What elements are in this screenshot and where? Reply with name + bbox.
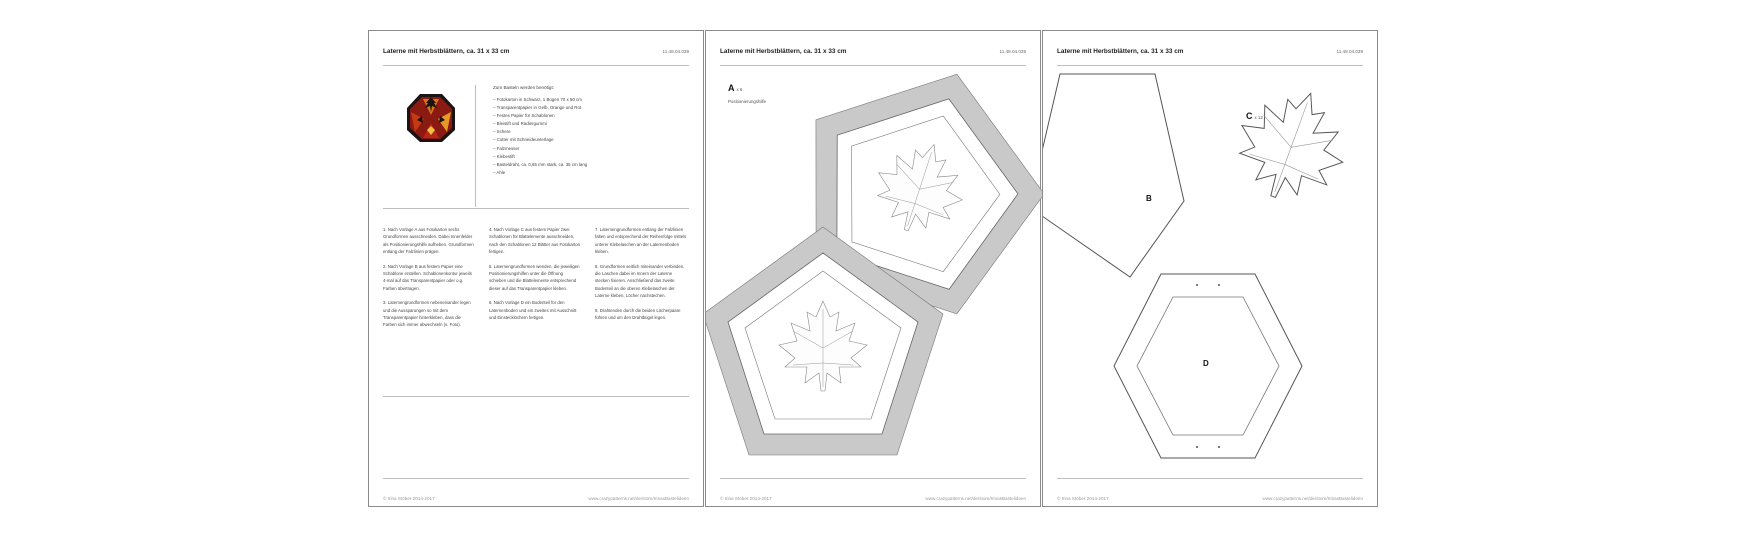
page-templates-bcd [1042,30,1378,507]
footer-divider [1057,478,1363,479]
doc-code: 11.48.04.039 [662,49,689,54]
list-item: – Klebestift [493,153,587,161]
instruction-step: 7. Laternengrundformen entlang der Falzlinien falten und entsprechend der Reihenfolge mittels unterer Klebelaschen an der Laternenboden kleben. [595,227,687,255]
footer-divider [383,478,689,479]
footer-copyright: © Irina Stöber 2014-2017 [383,496,435,501]
page-instructions [368,30,704,507]
materials-list [493,96,587,177]
template-label-b: B [1146,194,1152,203]
instruction-step: 2. Nach Vorlage B aus festem Papier eine Schablone erstellen. Schablonenkontur jeweils 4-mal auf das Transparentpapier oder o.g. Farben übertragen. [383,263,472,291]
instruction-step: 8. Grundformen seitlich miteinander verbinden, die Laschen dabei im Innern der Laterne stecken fixieren. Anschließend das zweite Bodenteil an die oberen Klebelaschen der Laterne kleben, Löcher nachstechen. [595,263,685,299]
instruction-step: 5. Laternengrundformen wenden, die jeweiligen Positionierungshilfen unter die Öffnung schieben und die Blattelemente entsprechend dieser auf das Transparentpapier kleben. [489,263,580,291]
template-label-d: D [1203,359,1209,368]
footer-url: www.crazypatterns.net/de/store/IrinasBastelideen [925,496,1026,501]
label-count: x 12 [1254,115,1263,120]
materials-heading: Zum Basteln werden benötigt: [493,85,555,90]
list-item: – Fotokarton in Schwarz, 1 Bogen 70 x 50 cm [493,96,587,104]
list-item: – Transparentpapier in Gelb, Orange und Rot [493,104,587,112]
template-label-a [728,83,742,93]
doc-code: 11.48.04.039 [1336,49,1363,54]
footer-url: www.crazypatterns.net/de/store/IrinasBastelideen [1262,496,1363,501]
doc-title: Laterne mit Herbstblättern, ca. 31 x 33 cm [720,48,847,55]
section-divider [383,208,689,209]
doc-title: Laterne mit Herbstblättern, ca. 31 x 33 cm [1057,48,1184,55]
instruction-step: 3. Laternengrundformen nebeneinander legen und die Aussparungen so mit dem Transparentpapier hinterkleben, dass die Farben sich immer abwechseln (s. Foto). [383,300,471,328]
positioning-aid-label: Positionierungshilfe [728,99,767,104]
instructions-column-2 [489,226,581,328]
instruction-step: 6. Nach Vorlage D ein Bodenteil für den Laternenboden und ein zweites mit Ausschnitt und Einstecklöchern fertigen. [489,300,577,321]
footer-copyright: © Irina Stöber 2014-2017 [1057,496,1109,501]
footer-divider [720,478,1026,479]
label-letter: C [1246,111,1253,121]
list-item: – Basteldraht, ca. 0,65 mm stark, ca. 35 cm lang [493,161,587,169]
list-item: – Falzmesser [493,145,587,153]
instructions-column-1 [383,226,475,336]
list-item: – Cutter mit Schneideunterlage [493,136,587,144]
instruction-step: 4. Nach Vorlage C aus festem Papier zwei Schablonen für Blattelemente ausschneiden, nach den Schablonen 12 Blätter aus Fotokarton fertigen. [489,227,581,255]
list-item: – Festes Papier für Schablonen [493,112,587,120]
template-b-shape [1043,74,1184,277]
section-divider-bottom [383,396,689,397]
footer-url: www.crazypatterns.net/de/store/IrinasBastelideen [588,496,689,501]
template-c-leaf [1223,75,1361,215]
footer-copyright: © Irina Stöber 2014-2017 [720,496,772,501]
instructions-column-3 [595,226,687,328]
label-count: x 6 [736,87,743,92]
list-item: – Schere [493,128,587,136]
doc-code: 11.48.04.039 [999,49,1026,54]
template-label-c [1246,111,1263,121]
instruction-step: 9. Drahtenden durch die beiden Löcherpaare führen und um den Drahtbügel legen. [595,307,681,321]
templates-bcd-drawing [1043,31,1379,508]
instruction-step: 1. Nach Vorlage A aus Fotokarton sechs Grundformen ausschneiden. Dabei Innenfelder als Positionierungshilfe aufheben. Grundformen entlang der Falzlinien prägen. [383,227,474,255]
photo-divider [475,85,476,207]
doc-title: Laterne mit Herbstblättern, ca. 31 x 33 cm [383,48,510,55]
label-letter: A [728,83,735,93]
list-item: – Bleistift und Radiergummi [493,120,587,128]
page-template-a [705,30,1041,507]
list-item: – Ahle [493,169,587,177]
